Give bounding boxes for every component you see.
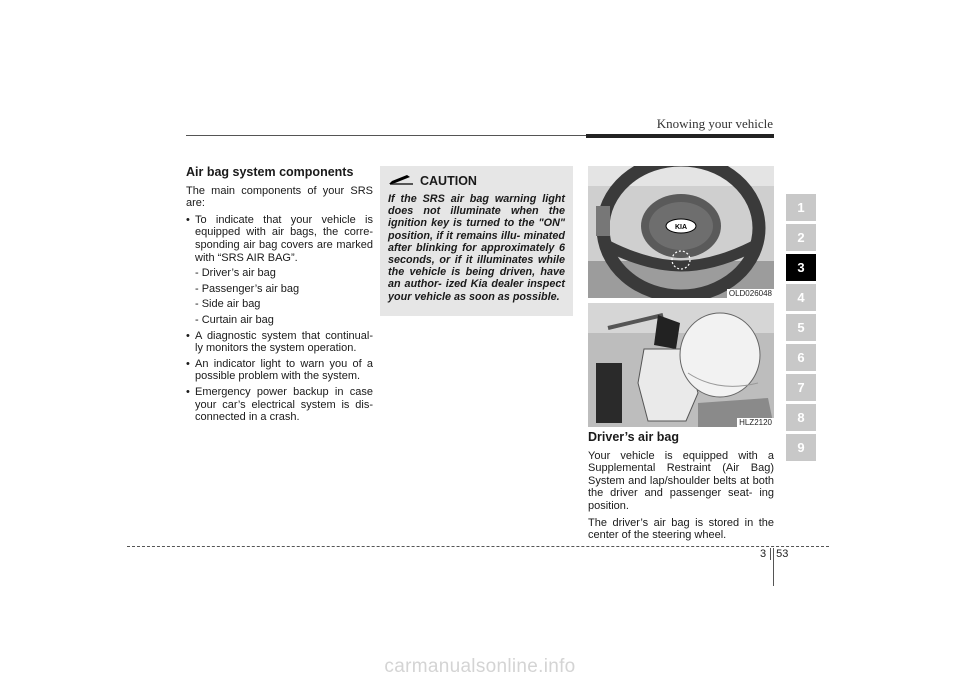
chapter-tab-3[interactable]: 3: [786, 254, 816, 281]
components-list: [186, 214, 373, 424]
chapter-tab-8[interactable]: 8: [786, 404, 816, 431]
caution-text: If the SRS air bag warning light does not illuminate when the ignition key is turned to the "ON" position, if it remains illu- minated after blinking for approximately 6 seconds, or if it illuminates while the vehicle is being driven, have an author- ized Kia dealer inspect your vehicle as soon as possible.: [388, 193, 565, 303]
chapter-tab-7[interactable]: 7: [786, 374, 816, 401]
airbag-deploy-figure: [588, 303, 774, 427]
list-item: • To indicate that your vehicle is equipped with air bags, the corre- sponding air bag covers are marked with “SRS AIR BAG”. - Driver’s air bag - Passenger’s air bag - Side air bag - Curtain air bag: [186, 214, 373, 327]
components-heading: Air bag system components: [186, 165, 354, 179]
steering-wheel-illustration: [588, 166, 774, 298]
caution-title: CAUTION: [420, 174, 477, 188]
pencil-icon: [388, 172, 414, 190]
drivers-airbag-para2: The driver’s air bag is stored in the center of the steering wheel.: [588, 516, 774, 542]
left-column: [186, 166, 373, 427]
chapter-tab-4[interactable]: 4: [786, 284, 816, 311]
drivers-airbag-para1: Your vehicle is equipped with a Supplemental Restraint (Air Bag) System and lap/shoulder belts at both the driver and passenger seat- ing position.: [588, 449, 774, 512]
footer-rule: [127, 546, 829, 547]
page-count: 53: [776, 548, 789, 560]
right-column: [588, 431, 774, 546]
steering-wheel-figure: [588, 166, 774, 298]
drivers-airbag-heading: Driver’s air bag: [588, 430, 680, 444]
section-title: Knowing your vehicle: [656, 116, 773, 131]
chapter-tab-9[interactable]: 9: [786, 434, 816, 461]
components-intro: The main components of your SRS are:: [186, 184, 373, 210]
airbag-sublist: [195, 267, 373, 326]
list-item: - Driver’s air bag: [195, 267, 276, 280]
list-item: - Passenger’s air bag: [195, 282, 300, 295]
chapter-tab-5[interactable]: 5: [786, 314, 816, 341]
chapter-tab-1[interactable]: 1: [786, 194, 816, 221]
figure-code: HLZ2120: [739, 418, 772, 427]
list-item: - Curtain air bag: [195, 313, 274, 326]
header-bar: [586, 134, 774, 138]
chapter-tab-2[interactable]: 2: [786, 224, 816, 251]
page-divider: [773, 548, 774, 586]
page-number: [760, 548, 788, 560]
kia-badge: KIA: [674, 224, 688, 231]
airbag-illustration: [588, 303, 774, 427]
figure-code: OLD026048: [728, 289, 772, 298]
chapter-number: 3: [760, 548, 771, 560]
list-item: • A diagnostic system that continual- ly monitors the system operation.: [186, 330, 373, 355]
chapter-tab-6[interactable]: 6: [786, 344, 816, 371]
chapter-tabs: [786, 194, 816, 464]
caution-box: [380, 166, 573, 316]
watermark: carmanualsonline.info: [384, 656, 576, 677]
list-item: • An indicator light to warn you of a possible problem with the system.: [186, 358, 373, 383]
list-item: - Side air bag: [195, 298, 261, 311]
list-item: • Emergency power backup in case your car’s electrical system is dis- connected in a crash.: [186, 386, 373, 424]
